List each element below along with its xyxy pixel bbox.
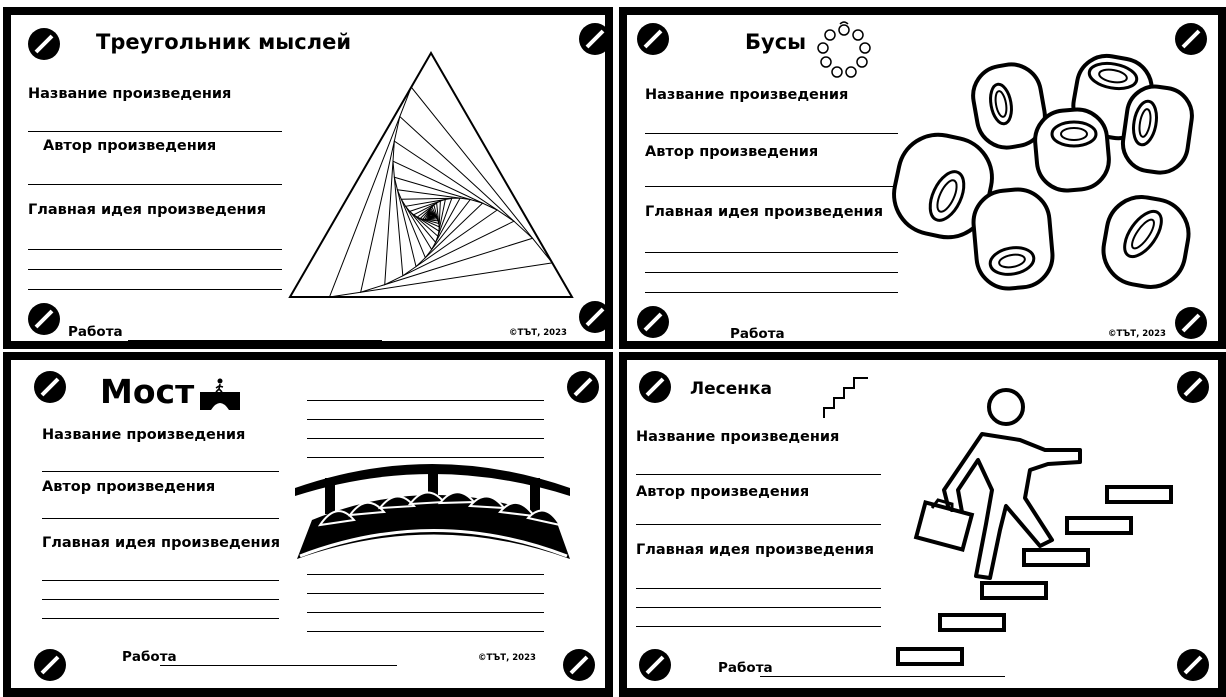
work-label: Работа [68,324,123,340]
title-label: Название произведения [645,87,849,103]
idea-label: Главная идея произведения [42,535,281,551]
idea-label: Главная идея произведения [645,204,884,220]
author-label: Автор произведения [645,144,819,160]
author-label: Автор произведения [636,484,810,500]
title-label: Название произведения [42,427,246,443]
idea-label: Главная идея произведения [636,542,875,558]
title-label: Название произведения [636,429,840,445]
copyright: ©ТЪТ, 2023 [509,328,567,338]
work-label: Работа [730,326,785,342]
idea-label: Главная идея произведения [28,202,267,218]
title-label: Название произведения [28,86,232,102]
work-label: Работа [122,649,177,665]
card-title: Мост [100,372,195,411]
card-title: Треугольник мыслей [96,30,352,54]
author-label: Автор произведения [42,479,216,495]
author-label: Автор произведения [43,138,217,154]
card-title: Лесенка [690,379,773,399]
card-title: Бусы [745,30,807,54]
work-label: Работа [718,660,773,676]
copyright: ©ТЪТ, 2023 [478,653,536,663]
copyright: ©ТЪТ, 2023 [1108,329,1166,339]
